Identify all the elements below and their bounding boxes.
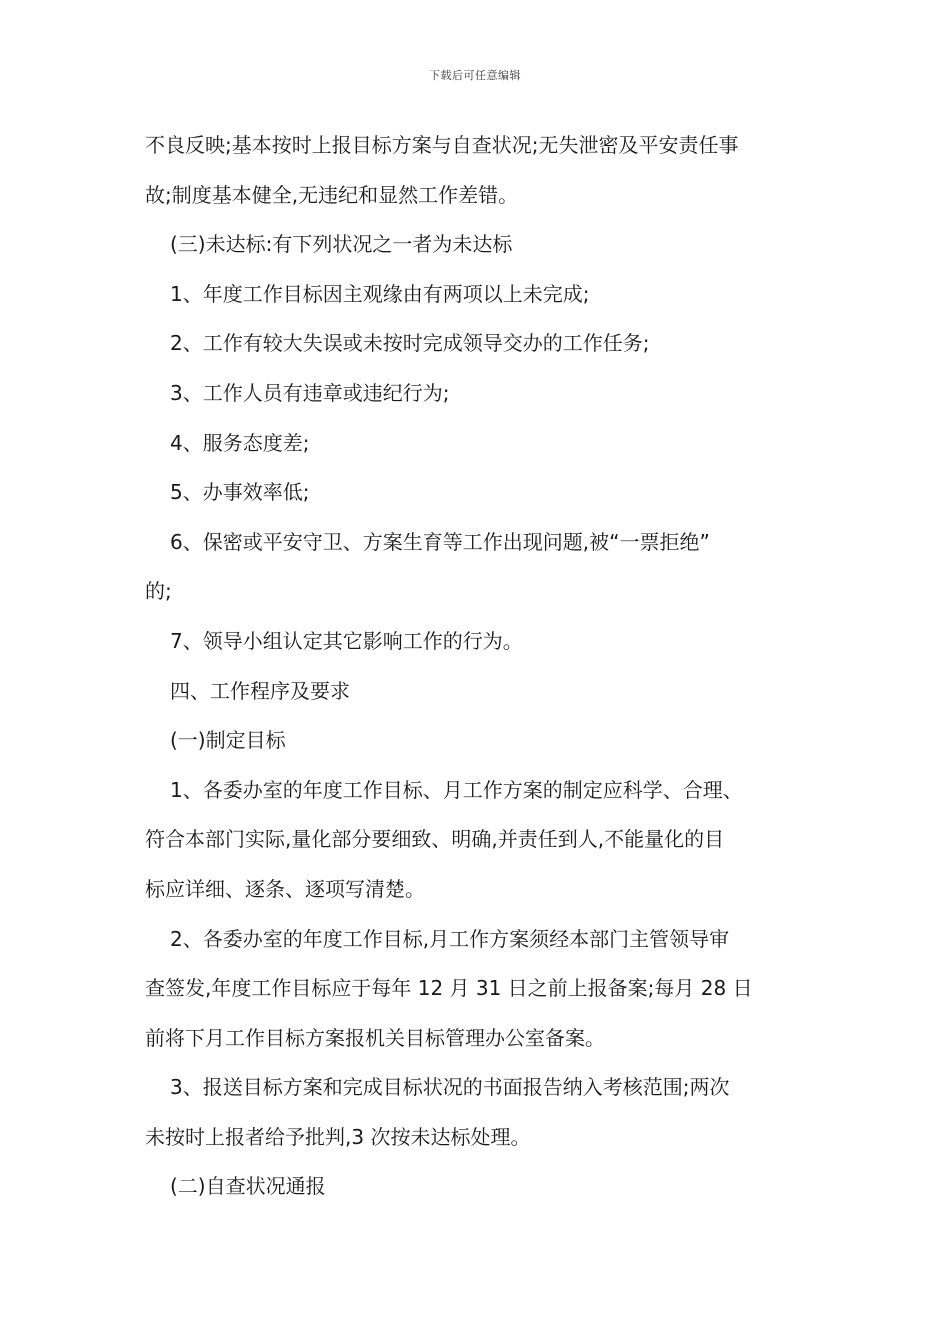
list-item: 4、服务态度差; — [170, 430, 310, 455]
section-heading: 四、工作程序及要求 — [170, 678, 350, 703]
list-item-continuation: 符合本部门实际,量化部分要细致、明确,并责任到人,不能量化的目 — [145, 827, 725, 852]
subsection-heading: (二)自查状况通报 — [170, 1174, 326, 1199]
document-body — [145, 132, 810, 1223]
list-item-continuation: 查签发,年度工作目标应于每年 12 月 31 日之前上报备案;每月 28 日 — [145, 976, 753, 1001]
list-item: 3、报送目标方案和完成目标状况的书面报告纳入考核范围;两次 — [170, 1075, 730, 1100]
list-item-continuation: 的; — [145, 579, 172, 604]
list-item-continuation: 未按时上报者给予批判,3 次按未达标处理。 — [145, 1124, 531, 1149]
list-item: 6、保密或平安守卫、方案生育等工作出现问题,被“一票拒绝” — [170, 529, 710, 554]
list-item: 5、办事效率低; — [170, 480, 310, 505]
list-item: 2、各委办室的年度工作目标,月工作方案须经本部门主管领导审 — [170, 926, 730, 951]
list-item-continuation: 标应详细、逐条、逐项写清楚。 — [145, 876, 425, 901]
list-item: 7、领导小组认定其它影响工作的行为。 — [170, 628, 523, 653]
paragraph-line: 不良反映;基本按时上报目标方案与自查状况;无失泄密及平安责任事 — [145, 133, 739, 157]
subsection-heading: (一)制定目标 — [170, 728, 286, 753]
list-item: 1、各委办室的年度工作目标、月工作方案的制定应科学、合理、 — [170, 777, 743, 802]
list-item: 2、工作有较大失误或未按时完成领导交办的工作任务; — [170, 331, 650, 356]
paragraph-line: 故;制度基本健全,无违纪和显然工作差错。 — [145, 182, 519, 207]
section-heading: (三)未达标:有下列状况之一者为未达标 — [170, 232, 513, 257]
list-item-continuation: 前将下月工作目标方案报机关目标管理办公室备案。 — [145, 1025, 605, 1050]
list-item: 1、年度工作目标因主观缘由有两项以上未完成; — [170, 281, 590, 306]
list-item: 3、工作人员有违章或违纪行为; — [170, 380, 450, 405]
page-header-note: 下载后可任意编辑 — [429, 69, 521, 82]
